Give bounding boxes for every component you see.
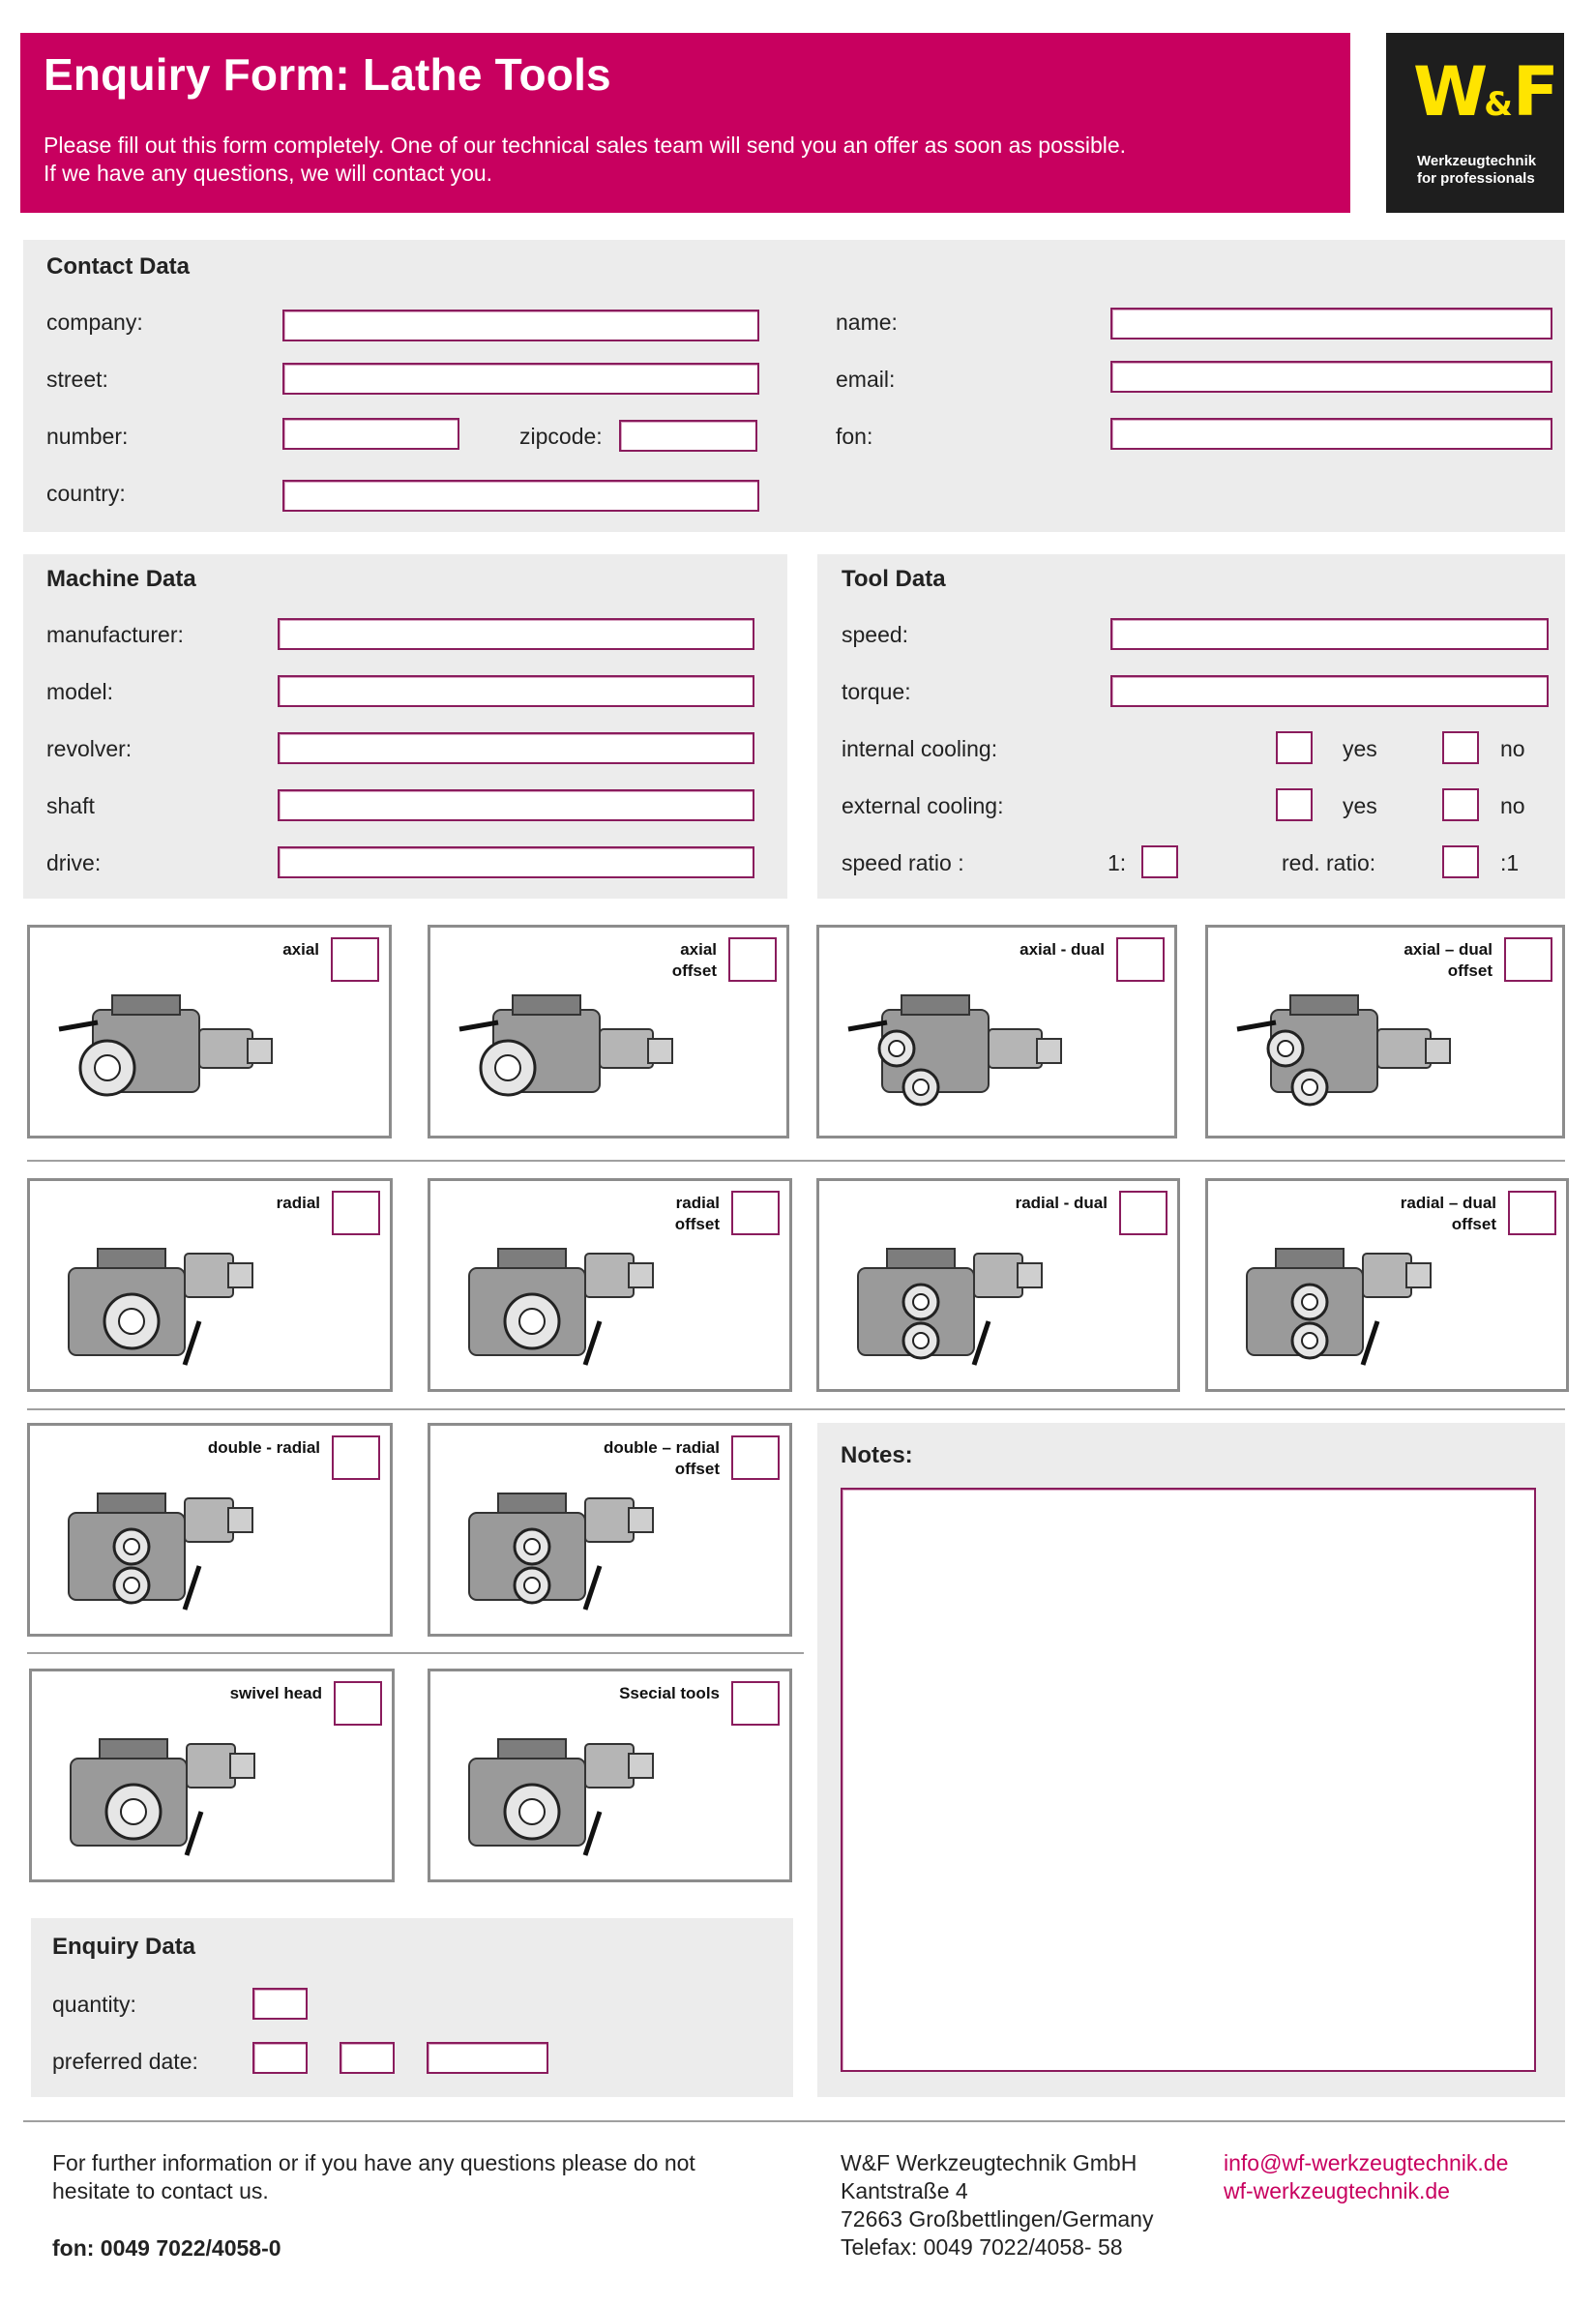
tool-illustration-swivel-head [42,1700,283,1875]
tool-card-label: Ssecial tools [619,1684,720,1702]
tool-illustration-axial [40,957,281,1131]
zipcode-label: zipcode: [519,424,603,449]
logo-tagline-2: for professionals [1417,170,1535,187]
tool-illustration-axial-dual [829,957,1071,1131]
tool-card-double-radial[interactable] [27,1423,393,1637]
preferred-date-day-field[interactable] [252,2042,308,2074]
tool-checkbox-swivel-head[interactable] [334,1681,382,1726]
internal-cooling-yes-checkbox[interactable] [1276,731,1313,764]
preferred-date-month-field[interactable] [340,2042,395,2074]
zipcode-field[interactable] [619,420,757,452]
logo-tagline-1: Werkzeugtechnik [1417,153,1537,169]
tool-card-label: double - radial [207,1438,320,1457]
tool-checkbox-radial-dual[interactable] [1119,1191,1167,1235]
page-title: Enquiry Form: Lathe Tools [44,49,611,100]
external-cooling-yes-label: yes [1343,793,1377,818]
footer-divider [23,2120,1565,2122]
enquiry-data-panel [31,1918,793,2097]
red-ratio-checkbox[interactable] [1442,845,1479,878]
revolver-field[interactable] [278,732,754,764]
footer-phone: fon: 0049 7022/4058-0 [52,2235,281,2261]
shaft-field[interactable] [278,789,754,821]
tool-card-axial-dual-offset[interactable] [1205,925,1565,1138]
tool-card-label: radial offset [674,1194,720,1233]
grid-divider-3 [27,1652,804,1654]
tool-card-radial-dual-offset[interactable] [1205,1178,1569,1392]
street-label: street: [46,367,108,392]
speed-ratio-label: speed ratio : [842,850,964,875]
company-label: company: [46,310,143,335]
footer-street: Kantstraße 4 [841,2178,968,2203]
number-label: number: [46,424,129,449]
tool-card-label: axial – dual offset [1404,940,1493,980]
fon-field[interactable] [1110,418,1552,450]
tool-checkbox-radial-offset[interactable] [731,1191,780,1235]
model-field[interactable] [278,675,754,707]
tool-card-radial-offset[interactable] [428,1178,792,1392]
tool-card-label: axial offset [671,940,717,980]
tool-card-axial[interactable] [27,925,392,1138]
external-cooling-label: external cooling: [842,793,1004,818]
external-cooling-yes-checkbox[interactable] [1276,788,1313,821]
tool-checkbox-axial-dual-offset[interactable] [1504,937,1552,982]
tool-illustration-ssecial-tools [440,1700,682,1875]
tool-data-title: Tool Data [842,566,946,592]
internal-cooling-no-label: no [1500,736,1525,761]
preferred-date-label: preferred date: [52,2049,198,2074]
tool-checkbox-ssecial-tools[interactable] [731,1681,780,1726]
drive-label: drive: [46,850,102,875]
footer-info-line-1: For further information or if you have any questions please do not [52,2150,695,2175]
fon-label: fon: [836,424,873,449]
tool-illustration-radial-dual [829,1210,1071,1384]
quantity-label: quantity: [52,1992,136,2017]
header-intro-line-2: If we have any questions, we will contact you. [44,161,493,186]
header-banner [20,33,1350,213]
footer-web-link[interactable]: wf-werkzeugtechnik.de [1224,2178,1450,2203]
tool-card-label: axial [282,940,319,959]
tool-illustration-radial [40,1210,281,1384]
speed-field[interactable] [1110,618,1549,650]
footer-email-link[interactable]: info@wf-werkzeugtechnik.de [1224,2150,1509,2175]
shaft-label: shaft [46,793,95,818]
tool-card-swivel-head[interactable] [29,1669,395,1882]
machine-data-panel [23,554,787,899]
tool-data-panel [817,554,1565,899]
model-label: model: [46,679,114,704]
red-ratio-suffix: :1 [1500,850,1520,875]
tool-card-radial[interactable] [27,1178,393,1392]
footer-info-line-2: hesitate to contact us. [52,2178,269,2203]
internal-cooling-yes-label: yes [1343,736,1377,761]
tool-checkbox-axial[interactable] [331,937,379,982]
number-field[interactable] [282,418,459,450]
enquiry-data-title: Enquiry Data [52,1934,196,1960]
tool-card-double-radial-offset[interactable] [428,1423,792,1637]
name-field[interactable] [1110,308,1552,340]
email-label: email: [836,367,896,392]
tool-checkbox-double-radial[interactable] [332,1435,380,1480]
grid-divider-1 [27,1160,1565,1162]
external-cooling-no-checkbox[interactable] [1442,788,1479,821]
country-field[interactable] [282,480,759,512]
tool-checkbox-axial-offset[interactable] [728,937,777,982]
external-cooling-no-label: no [1500,793,1525,818]
tool-illustration-double-radial [40,1455,281,1629]
speed-ratio-checkbox[interactable] [1141,845,1178,878]
grid-divider-2 [27,1408,1565,1410]
contact-data-title: Contact Data [46,253,191,280]
internal-cooling-no-checkbox[interactable] [1442,731,1479,764]
tool-illustration-radial-dual-offset [1218,1210,1460,1384]
tool-card-axial-offset[interactable] [428,925,789,1138]
notes-panel [817,1423,1565,2097]
notes-title: Notes: [841,1442,913,1468]
tool-checkbox-radial-dual-offset[interactable] [1508,1191,1556,1235]
email-field[interactable] [1110,361,1552,393]
tool-checkbox-radial[interactable] [332,1191,380,1235]
tool-card-radial-dual[interactable] [816,1178,1180,1392]
company-logo [1386,33,1564,213]
tool-card-label: radial - dual [1015,1194,1108,1212]
tool-illustration-double-radial-offset [440,1455,682,1629]
preferred-date-year-field[interactable] [427,2042,548,2074]
red-ratio-label: red. ratio: [1282,850,1376,875]
street-field[interactable] [282,363,759,395]
torque-field[interactable] [1110,675,1549,707]
tool-illustration-axial-offset [440,957,682,1131]
footer-telefax: Telefax: 0049 7022/4058- 58 [841,2234,1123,2260]
revolver-label: revolver: [46,736,133,761]
machine-data-title: Machine Data [46,566,196,592]
tool-card-label: radial [276,1194,320,1212]
torque-label: torque: [842,679,911,704]
speed-ratio-prefix: 1: [1108,850,1127,875]
speed-label: speed: [842,622,909,647]
tool-checkbox-axial-dual[interactable] [1116,937,1165,982]
tool-card-label: radial – dual offset [1400,1194,1496,1233]
tool-checkbox-double-radial-offset[interactable] [731,1435,780,1480]
manufacturer-label: manufacturer: [46,622,184,647]
contact-data-panel [23,240,1565,532]
name-label: name: [836,310,898,335]
footer-company: W&F Werkzeugtechnik GmbH [841,2150,1138,2175]
country-label: country: [46,481,126,506]
tool-card-label: swivel head [229,1684,322,1702]
company-field[interactable] [282,310,759,341]
manufacturer-field[interactable] [278,618,754,650]
tool-card-label: axial - dual [1020,940,1105,959]
logo-mark: W&F [1413,52,1555,132]
header-intro-line-1: Please fill out this form completely. One of our technical sales team will send you an offer as soon as possible. [44,133,1127,158]
drive-field[interactable] [278,846,754,878]
tool-illustration-radial-offset [440,1210,682,1384]
notes-textarea[interactable] [841,1488,1536,2072]
tool-card-ssecial-tools[interactable] [428,1669,792,1882]
internal-cooling-label: internal cooling: [842,736,998,761]
footer-city: 72663 Großbettlingen/Germany [841,2206,1154,2232]
tool-card-label: double – radial offset [604,1438,720,1478]
tool-card-axial-dual[interactable] [816,925,1177,1138]
quantity-field[interactable] [252,1988,308,2020]
tool-illustration-axial-dual-offset [1218,957,1460,1131]
